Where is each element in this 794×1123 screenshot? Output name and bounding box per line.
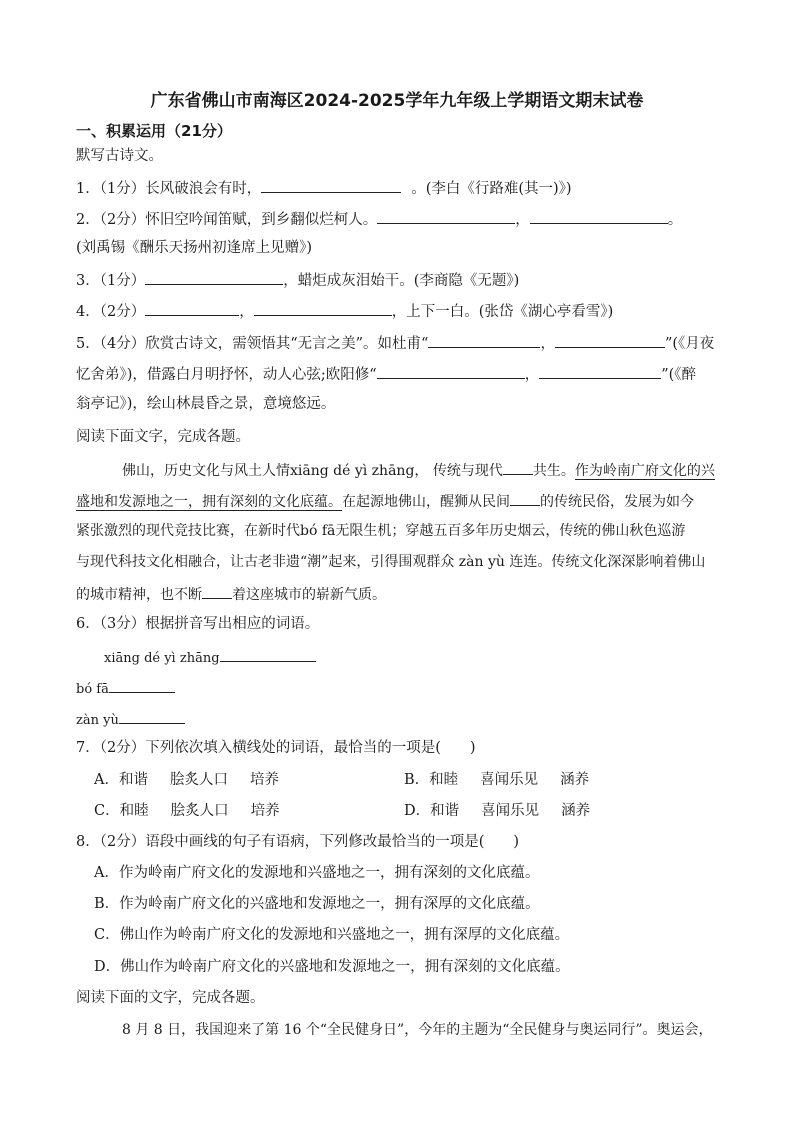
answer-blank[interactable] [261,177,401,193]
pinyin-label: bó fā [76,682,109,697]
answer-blank[interactable] [503,459,533,475]
page-title: 广东省佛山市南海区2024-2025学年九年级上学期语文期末试卷 [150,91,644,111]
question-7: 7．（2分）下列依次填入横线处的词语，最恰当的一项是( ) [76,740,476,756]
q2-source: (刘禹锡《酬乐天扬州初逢席上见赠》) [76,240,313,256]
question-1 [76,177,572,199]
q2-prefix: 2．（2分）怀旧空吟闻笛赋，到乡翻似烂柯人。 [76,212,378,228]
answer-blank[interactable] [254,300,392,316]
option-d[interactable] [404,801,590,821]
option-word: 喜闻乐见 [480,772,539,788]
option-a[interactable] [94,770,279,790]
passage-text: 共生。 [532,463,575,479]
passage-text: 佛山，历史文化与风土人情xiāng dé yì zhāng， 传统与现代 [122,463,503,479]
option-c[interactable] [94,801,280,821]
question-2 [76,208,682,230]
q5-text: ， [540,336,555,352]
underlined-sentence: 盛地和发源地之一，拥有深刻的文化底蕴。 [76,494,342,510]
question-5-line-1 [76,332,714,354]
question-6: 6．（3分）根据拼音写出相应的词语。 [76,616,320,632]
answer-blank[interactable] [530,208,668,224]
option-word: 喜闻乐见 [481,803,540,819]
section-heading: 一、积累运用（21分） [76,122,232,140]
answer-blank[interactable] [428,332,540,348]
reading-intro: 阅读下面的文字，完成各题。 [76,990,265,1006]
option-a[interactable]: A．作为岭南广府文化的发源地和兴盛地之一，拥有深刻的文化底蕴。 [94,865,540,881]
q2-suffix: 。 [667,212,683,228]
passage-line: 紧张激烈的现代竞技比赛，在新时代bó fā无限生机；穿越五百多年历史烟云，传统的佛山秋色巡游 [76,523,686,539]
section-intro: 默写古诗文。 [76,148,163,164]
answer-blank[interactable] [119,708,185,724]
passage-line [76,490,694,512]
pinyin-item [104,646,316,669]
answer-blank[interactable] [539,363,661,379]
question-3 [76,269,519,291]
question-4 [76,300,613,322]
option-word: C．和睦 [94,803,149,819]
q4-suffix: ，上下一白。(张岱《湖心亭看雪》) [391,304,614,320]
passage-line [76,583,386,605]
q3-suffix: ，蜡炬成灰泪始干。(李商隐《无题》) [283,273,520,289]
q5-text: ”(《月夜 [664,336,715,352]
option-word: B．和睦 [404,772,459,788]
option-word: 涵养 [560,772,590,788]
option-word: A．和谐 [94,772,148,788]
option-word: D．和谐 [404,803,460,819]
option-c[interactable]: C．佛山作为岭南广府文化的发源地和兴盛地之一，拥有深厚的文化底蕴。 [94,927,570,943]
answer-blank[interactable] [377,363,525,379]
option-word: 脍炙人口 [170,803,229,819]
pinyin-item [76,708,185,731]
q4-mid: ， [239,304,254,320]
passage-line: 与现代科技文化相融合，让古老非遗“潮”起来，引得围观群众 zàn yù 连连。传统文化深深影响着佛山 [76,554,706,570]
pinyin-label: xiāng dé yì zhāng [104,651,220,666]
q2-mid: ， [515,212,530,228]
option-word: 培养 [250,803,280,819]
answer-blank[interactable] [145,300,239,316]
passage-text: 着这座城市的崭新气质。 [232,587,386,603]
passage-line: 8 月 8 日，我国迎来了第 16 个“全民健身日”，今年的主题为“全民健身与奥运同行”。奥运会， [122,1022,713,1038]
passage-text: 在起源地佛山，醒狮从民间 [342,494,510,510]
answer-blank[interactable] [202,583,232,599]
option-word: 涵养 [561,803,591,819]
pinyin-item [76,677,175,700]
option-b[interactable] [404,770,589,790]
answer-blank[interactable] [145,269,283,285]
option-d[interactable]: D．佛山作为岭南广府文化的兴盛地和发源地之一，拥有深刻的文化底蕴。 [94,959,570,975]
q5-text: 忆舍弟》)，借露白月明抒怀，动人心弦;欧阳修“ [76,367,377,383]
question-5-line-2 [76,363,696,385]
option-word: 培养 [249,772,279,788]
pinyin-label: zàn yù [76,713,119,728]
option-word: 脍炙人口 [169,772,228,788]
q5-text: 5．（4分）欣赏古诗文，需领悟其“无言之美”。如杜甫“ [76,336,429,352]
question-5-line-3: 翁亭记》)，绘山林晨昏之景，意境悠远。 [76,396,336,412]
passage-line [122,459,715,481]
q4-prefix: 4．（2分） [76,304,146,320]
passage-text: 的传统民俗，发展为如今 [540,494,694,510]
passage-text: 的城市精神，也不断 [76,587,202,603]
reading-intro: 阅读下面文字，完成各题。 [76,429,250,445]
q1-suffix: 。(李白《行路难(其一)》) [411,181,572,197]
option-b[interactable]: B．作为岭南广府文化的兴盛地和发源地之一，拥有深厚的文化底蕴。 [94,896,540,912]
q5-text: ， [524,367,540,383]
underlined-sentence: 作为岭南广府文化的兴 [574,463,715,479]
q3-prefix: 3．（1分） [76,273,146,289]
question-8: 8．（2分）语段中画线的句子有语病，下列修改最恰当的一项是( ) [76,834,520,850]
answer-blank[interactable] [220,646,316,662]
q1-prefix: 1．（1分）长风破浪会有时， [76,181,262,197]
answer-blank[interactable] [377,208,515,224]
q5-text: ”(《醉 [661,367,697,383]
answer-blank[interactable] [109,677,175,693]
answer-blank[interactable] [555,332,665,348]
answer-blank[interactable] [510,490,540,506]
